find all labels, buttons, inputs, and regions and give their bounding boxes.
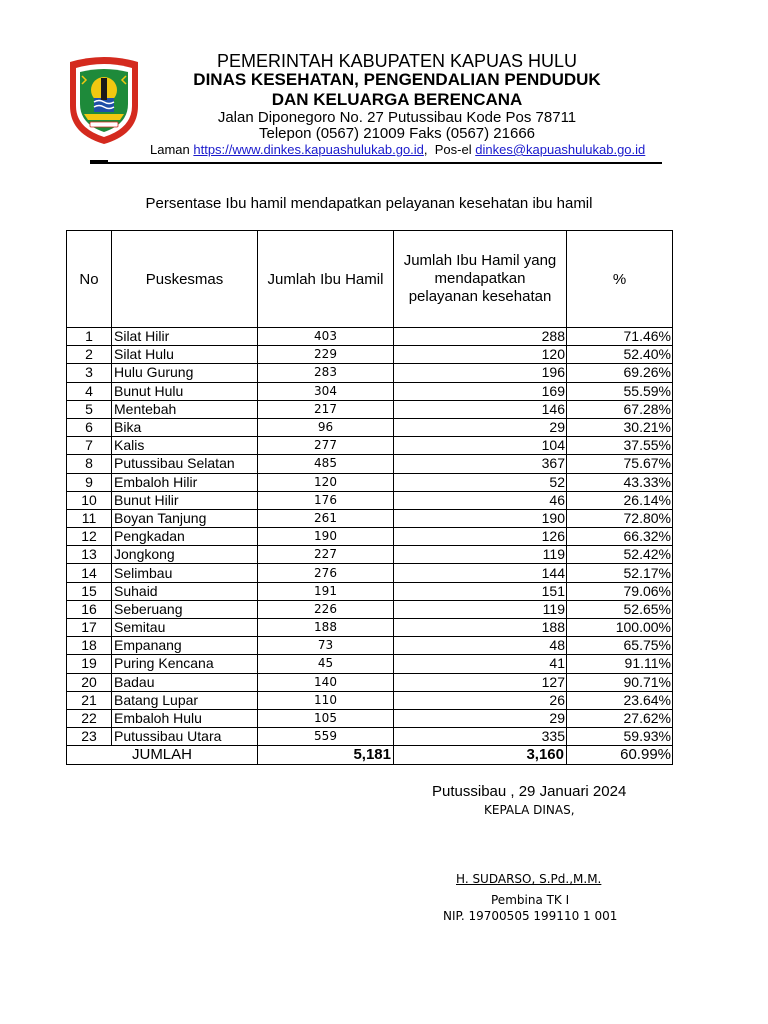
letterhead-address: Jalan Diponegoro No. 27 Putussibau Kode Pos 78711 bbox=[217, 109, 577, 126]
cell-puskesmas: Seberuang bbox=[112, 600, 258, 618]
cell-persen: 43.33% bbox=[567, 473, 673, 491]
email-label: Pos-el bbox=[434, 142, 472, 157]
cell-mendapatkan: 52 bbox=[394, 473, 567, 491]
cell-jumlah: 140 bbox=[258, 673, 394, 691]
cell-jumlah: 73 bbox=[258, 637, 394, 655]
cell-persen: 55.59% bbox=[567, 382, 673, 400]
cell-jumlah: 120 bbox=[258, 473, 394, 491]
table-row bbox=[67, 346, 673, 364]
cell-mendapatkan: 126 bbox=[394, 528, 567, 546]
cell-puskesmas: Putussibau Selatan bbox=[112, 455, 258, 473]
cell-persen: 91.11% bbox=[567, 655, 673, 673]
cell-puskesmas: Jongkong bbox=[112, 546, 258, 564]
cell-no: 9 bbox=[67, 473, 112, 491]
cell-puskesmas: Suhaid bbox=[112, 582, 258, 600]
table-row bbox=[67, 709, 673, 727]
cell-persen: 37.55% bbox=[567, 437, 673, 455]
cell-no: 1 bbox=[67, 328, 112, 346]
table-row bbox=[67, 437, 673, 455]
table-row bbox=[67, 382, 673, 400]
cell-no: 23 bbox=[67, 728, 112, 746]
cell-persen: 75.67% bbox=[567, 455, 673, 473]
cell-jumlah: 45 bbox=[258, 655, 394, 673]
letterhead-contacts: Laman https://www.dinkes.kapuashulukab.go.id, Pos-el dinkes@kapuashulukab.go.id bbox=[150, 142, 646, 157]
table-row bbox=[67, 364, 673, 382]
cell-jumlah: 217 bbox=[258, 400, 394, 418]
cell-persen: 52.42% bbox=[567, 546, 673, 564]
cell-jumlah: 283 bbox=[258, 364, 394, 382]
cell-jumlah: 276 bbox=[258, 564, 394, 582]
cell-jumlah: 485 bbox=[258, 455, 394, 473]
cell-persen: 69.26% bbox=[567, 364, 673, 382]
total-persen: 60.99% bbox=[567, 746, 673, 764]
cell-jumlah: 226 bbox=[258, 600, 394, 618]
cell-mendapatkan: 104 bbox=[394, 437, 567, 455]
cell-mendapatkan: 288 bbox=[394, 328, 567, 346]
cell-persen: 90.71% bbox=[567, 673, 673, 691]
cell-no: 11 bbox=[67, 509, 112, 527]
cell-jumlah: 229 bbox=[258, 346, 394, 364]
website-link[interactable]: https://www.dinkes.kapuashulukab.go.id bbox=[193, 142, 424, 157]
cell-persen: 52.40% bbox=[567, 346, 673, 364]
table-row bbox=[67, 655, 673, 673]
signature-position: KEPALA DINAS, bbox=[484, 803, 575, 817]
cell-jumlah: 176 bbox=[258, 491, 394, 509]
signature-place-date: Putussibau , 29 Januari 2024 bbox=[432, 783, 627, 800]
cell-jumlah: 190 bbox=[258, 528, 394, 546]
cell-jumlah: 277 bbox=[258, 437, 394, 455]
cell-no: 5 bbox=[67, 400, 112, 418]
table-row bbox=[67, 528, 673, 546]
cell-puskesmas: Empanang bbox=[112, 637, 258, 655]
cell-jumlah: 191 bbox=[258, 582, 394, 600]
cell-mendapatkan: 119 bbox=[394, 600, 567, 618]
cell-mendapatkan: 151 bbox=[394, 582, 567, 600]
cell-persen: 59.93% bbox=[567, 728, 673, 746]
cell-persen: 65.75% bbox=[567, 637, 673, 655]
cell-no: 3 bbox=[67, 364, 112, 382]
table-total-row bbox=[67, 746, 673, 764]
cell-persen: 30.21% bbox=[567, 418, 673, 436]
cell-no: 2 bbox=[67, 346, 112, 364]
cell-persen: 52.17% bbox=[567, 564, 673, 582]
cell-puskesmas: Embaloh Hilir bbox=[112, 473, 258, 491]
cell-persen: 26.14% bbox=[567, 491, 673, 509]
letterhead-government: PEMERINTAH KABUPATEN KAPUAS HULU bbox=[216, 51, 578, 71]
document-title: Persentase Ibu hamil mendapatkan pelayanan kesehatan ibu hamil bbox=[145, 195, 593, 212]
table-row bbox=[67, 619, 673, 637]
cell-mendapatkan: 188 bbox=[394, 619, 567, 637]
laman-label: Laman bbox=[150, 142, 190, 157]
cell-no: 8 bbox=[67, 455, 112, 473]
cell-jumlah: 188 bbox=[258, 619, 394, 637]
cell-puskesmas: Kalis bbox=[112, 437, 258, 455]
cell-mendapatkan: 48 bbox=[394, 637, 567, 655]
cell-mendapatkan: 190 bbox=[394, 509, 567, 527]
table-row bbox=[67, 637, 673, 655]
table-row bbox=[67, 582, 673, 600]
table-row bbox=[67, 673, 673, 691]
kapuas-hulu-emblem bbox=[64, 54, 144, 146]
cell-persen: 100.00% bbox=[567, 619, 673, 637]
cell-mendapatkan: 144 bbox=[394, 564, 567, 582]
cell-puskesmas: Putussibau Utara bbox=[112, 728, 258, 746]
cell-mendapatkan: 127 bbox=[394, 673, 567, 691]
cell-mendapatkan: 29 bbox=[394, 709, 567, 727]
signature-name: H. SUDARSO, S.Pd.,M.M. bbox=[456, 872, 602, 886]
table-header-row bbox=[67, 231, 673, 328]
cell-puskesmas: Badau bbox=[112, 673, 258, 691]
cell-jumlah: 304 bbox=[258, 382, 394, 400]
cell-jumlah: 403 bbox=[258, 328, 394, 346]
cell-puskesmas: Semitau bbox=[112, 619, 258, 637]
col-header-no: No bbox=[67, 231, 112, 328]
cell-puskesmas: Embaloh Hulu bbox=[112, 709, 258, 727]
cell-no: 21 bbox=[67, 691, 112, 709]
cell-no: 18 bbox=[67, 637, 112, 655]
cell-mendapatkan: 196 bbox=[394, 364, 567, 382]
cell-no: 10 bbox=[67, 491, 112, 509]
cell-puskesmas: Mentebah bbox=[112, 400, 258, 418]
cell-jumlah: 96 bbox=[258, 418, 394, 436]
cell-persen: 72.80% bbox=[567, 509, 673, 527]
table-row bbox=[67, 491, 673, 509]
cell-no: 16 bbox=[67, 600, 112, 618]
table-row bbox=[67, 328, 673, 346]
cell-mendapatkan: 29 bbox=[394, 418, 567, 436]
letterhead-rule bbox=[90, 162, 662, 164]
cell-persen: 79.06% bbox=[567, 582, 673, 600]
cell-mendapatkan: 367 bbox=[394, 455, 567, 473]
cell-persen: 67.28% bbox=[567, 400, 673, 418]
table-row bbox=[67, 473, 673, 491]
cell-mendapatkan: 26 bbox=[394, 691, 567, 709]
total-mendapatkan: 3,160 bbox=[394, 746, 567, 764]
cell-jumlah: 261 bbox=[258, 509, 394, 527]
col-header-mendapatkan bbox=[394, 231, 567, 328]
letterhead-agency-cont: DAN KELUARGA BERENCANA bbox=[271, 90, 523, 109]
cell-persen: 52.65% bbox=[567, 600, 673, 618]
table-row bbox=[67, 455, 673, 473]
cell-no: 22 bbox=[67, 709, 112, 727]
cell-puskesmas: Silat Hulu bbox=[112, 346, 258, 364]
cell-no: 6 bbox=[67, 418, 112, 436]
cell-no: 7 bbox=[67, 437, 112, 455]
cell-puskesmas: Puring Kencana bbox=[112, 655, 258, 673]
table-row bbox=[67, 728, 673, 746]
cell-no: 13 bbox=[67, 546, 112, 564]
table-row bbox=[67, 564, 673, 582]
table-row bbox=[67, 600, 673, 618]
col-header-puskesmas: Puskesmas bbox=[112, 231, 258, 328]
total-label: JUMLAH bbox=[67, 746, 258, 764]
table-row bbox=[67, 546, 673, 564]
cell-no: 17 bbox=[67, 619, 112, 637]
cell-no: 4 bbox=[67, 382, 112, 400]
cell-jumlah: 105 bbox=[258, 709, 394, 727]
letterhead-agency: DINAS KESEHATAN, PENGENDALIAN PENDUDUK bbox=[193, 70, 601, 89]
cell-mendapatkan: 119 bbox=[394, 546, 567, 564]
letterhead-phone: Telepon (0567) 21009 Faks (0567) 21666 bbox=[258, 125, 536, 142]
cell-puskesmas: Pengkadan bbox=[112, 528, 258, 546]
data-table bbox=[66, 230, 673, 765]
cell-puskesmas: Selimbau bbox=[112, 564, 258, 582]
cell-persen: 27.62% bbox=[567, 709, 673, 727]
cell-puskesmas: Bunut Hulu bbox=[112, 382, 258, 400]
cell-no: 14 bbox=[67, 564, 112, 582]
cell-puskesmas: Hulu Gurung bbox=[112, 364, 258, 382]
col-header-jumlah: Jumlah Ibu Hamil bbox=[258, 231, 394, 328]
cell-mendapatkan: 46 bbox=[394, 491, 567, 509]
signature-rank: Pembina TK I bbox=[491, 893, 570, 907]
cell-jumlah: 559 bbox=[258, 728, 394, 746]
cell-jumlah: 110 bbox=[258, 691, 394, 709]
table-row bbox=[67, 691, 673, 709]
email-link[interactable]: dinkes@kapuashulukab.go.id bbox=[475, 142, 646, 157]
cell-no: 12 bbox=[67, 528, 112, 546]
col-header-persen: % bbox=[567, 231, 673, 328]
cell-mendapatkan: 41 bbox=[394, 655, 567, 673]
table-row bbox=[67, 509, 673, 527]
table-row bbox=[67, 418, 673, 436]
cell-no: 15 bbox=[67, 582, 112, 600]
cell-persen: 23.64% bbox=[567, 691, 673, 709]
cell-puskesmas: Batang Lupar bbox=[112, 691, 258, 709]
cell-puskesmas: Bika bbox=[112, 418, 258, 436]
cell-mendapatkan: 335 bbox=[394, 728, 567, 746]
cell-mendapatkan: 146 bbox=[394, 400, 567, 418]
cell-persen: 71.46% bbox=[567, 328, 673, 346]
col-header-mendapatkan-label: Jumlah Ibu Hamil yang mendapatkan pelayanan kesehatan bbox=[403, 252, 557, 305]
cell-puskesmas: Boyan Tanjung bbox=[112, 509, 258, 527]
table-row bbox=[67, 400, 673, 418]
total-jumlah: 5,181 bbox=[258, 746, 394, 764]
cell-no: 19 bbox=[67, 655, 112, 673]
cell-mendapatkan: 120 bbox=[394, 346, 567, 364]
cell-mendapatkan: 169 bbox=[394, 382, 567, 400]
cell-puskesmas: Bunut Hilir bbox=[112, 491, 258, 509]
cell-puskesmas: Silat Hilir bbox=[112, 328, 258, 346]
cell-no: 20 bbox=[67, 673, 112, 691]
cell-persen: 66.32% bbox=[567, 528, 673, 546]
cell-jumlah: 227 bbox=[258, 546, 394, 564]
signature-nip: NIP. 19700505 199110 1 001 bbox=[443, 909, 618, 923]
